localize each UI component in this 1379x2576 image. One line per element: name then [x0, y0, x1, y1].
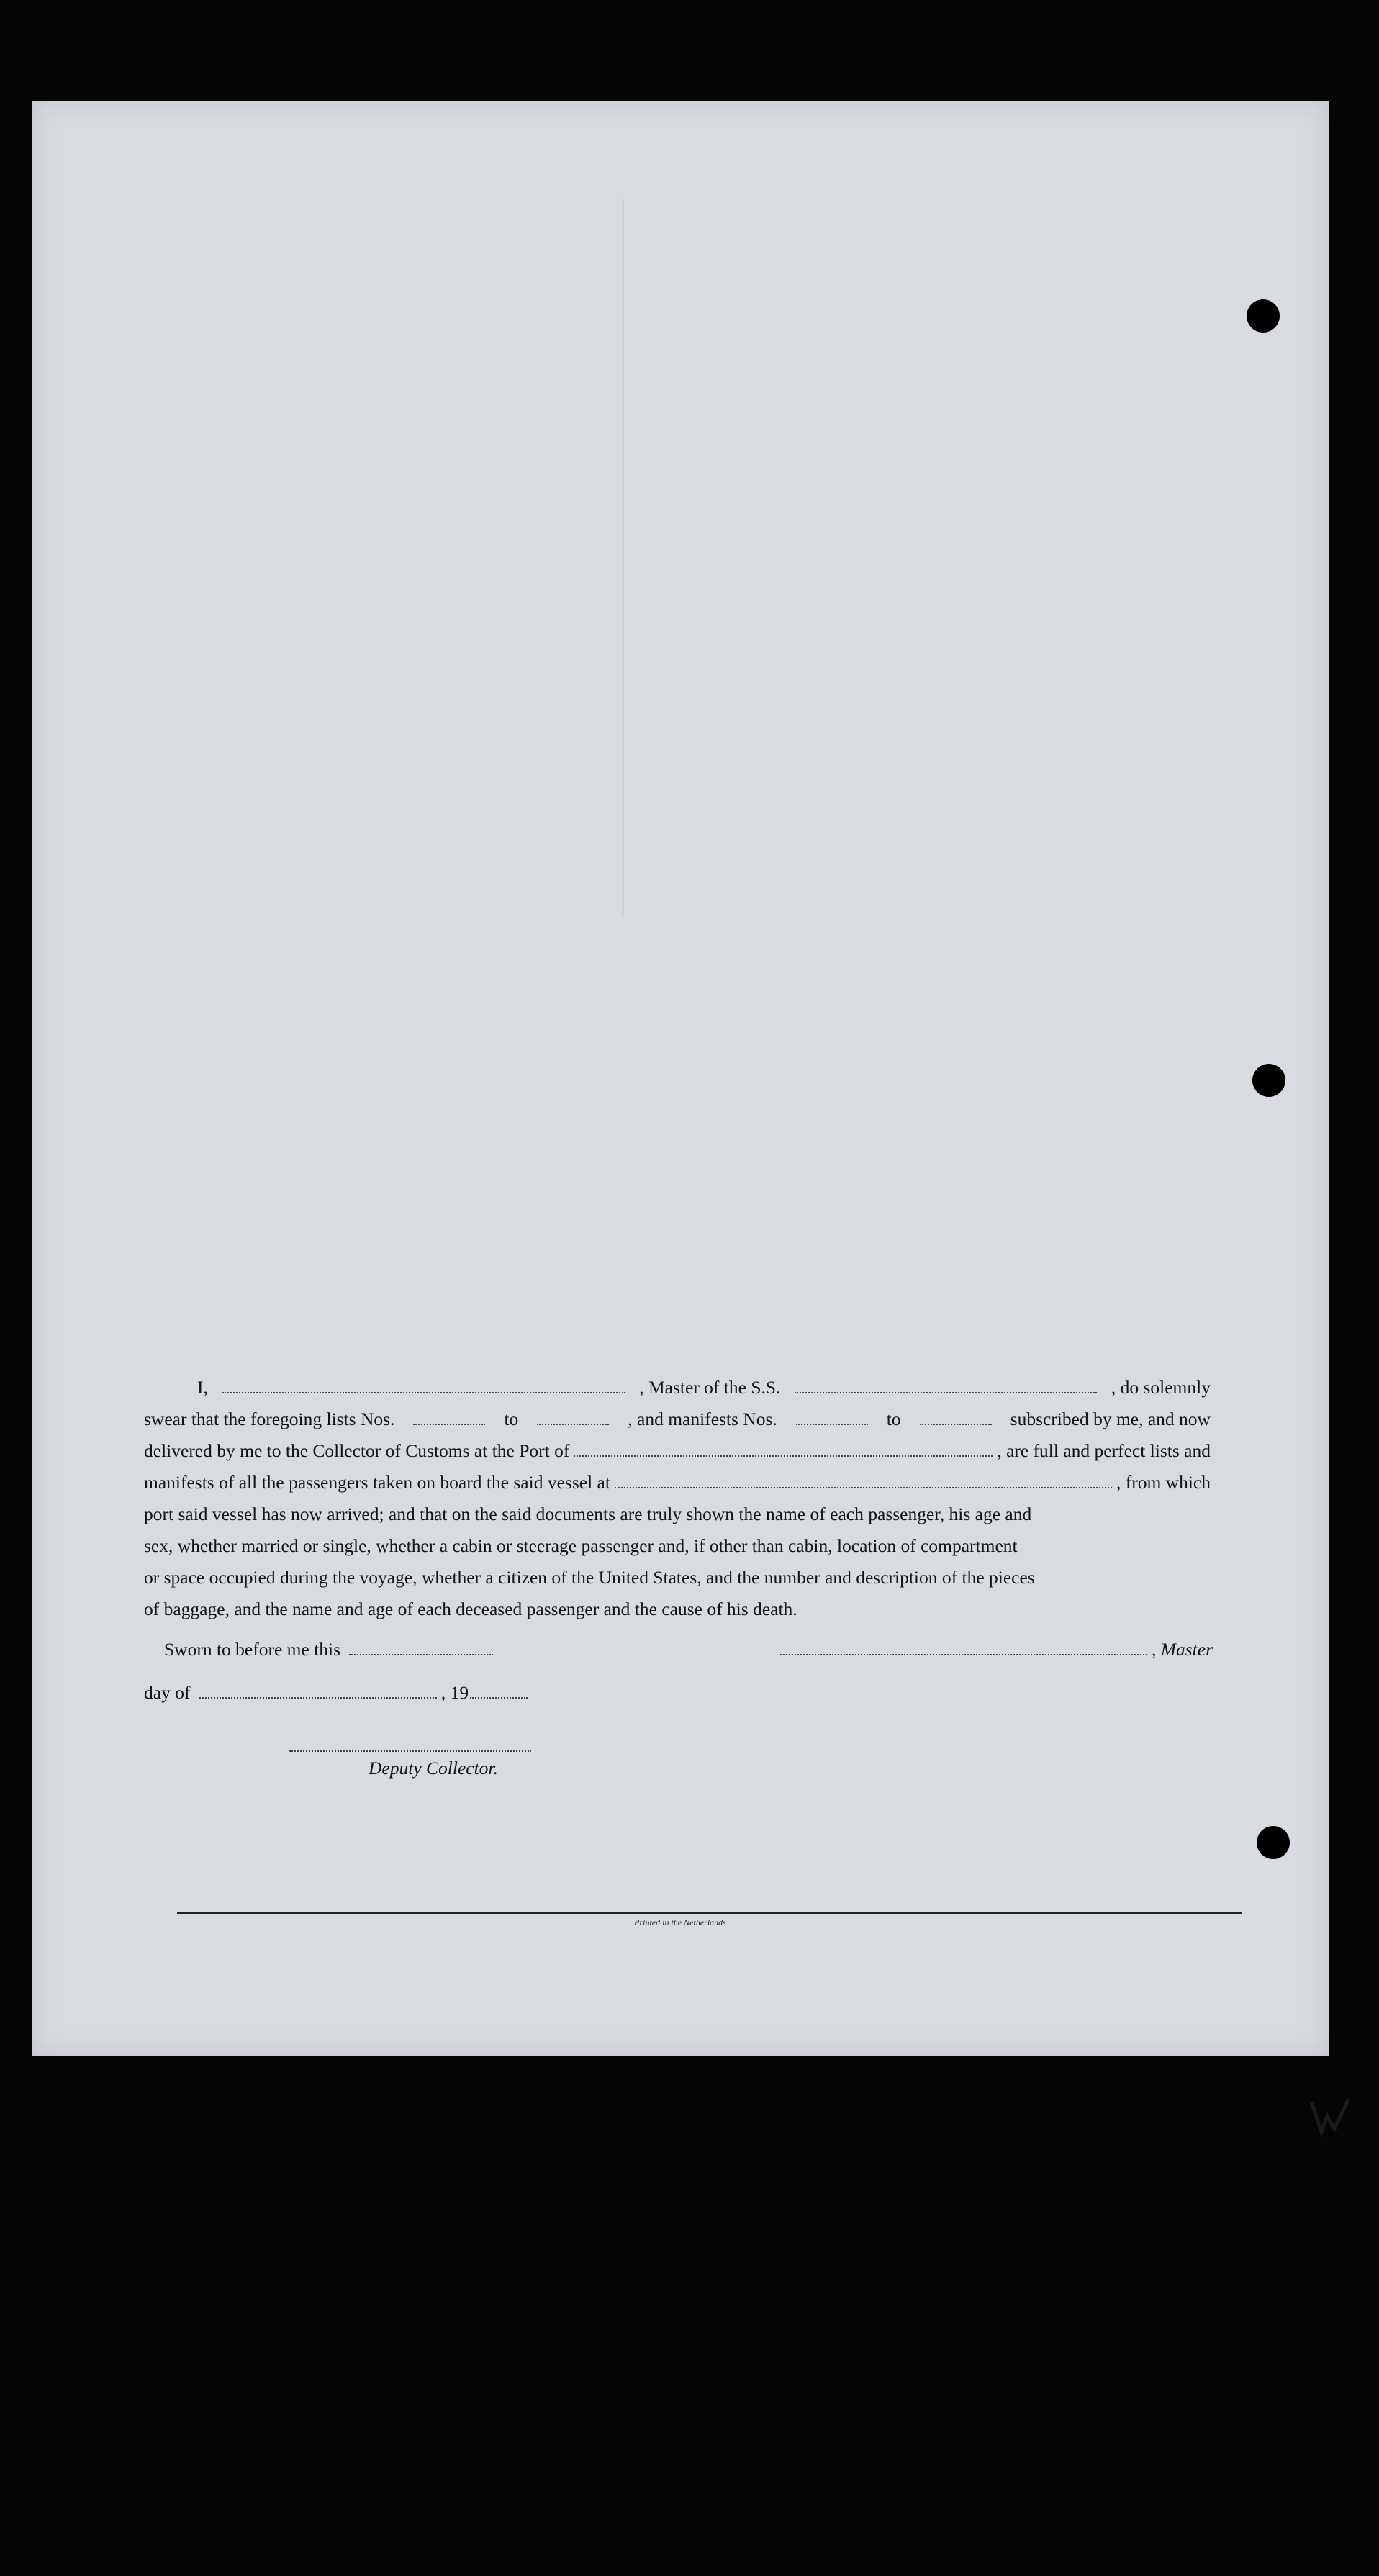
- oath-do-solemnly: , do solemnly: [1111, 1377, 1211, 1398]
- handwritten-check-mark: [1306, 2094, 1356, 2138]
- master-name-field[interactable]: [222, 1376, 625, 1393]
- form-bottom-rule: [177, 1912, 1242, 1914]
- oath-line-6: [144, 1530, 1211, 1562]
- binder-hole-top: [1247, 299, 1280, 333]
- deputy-collector-label: Deputy Collector.: [369, 1758, 498, 1779]
- port-field[interactable]: [574, 1440, 993, 1457]
- day-of-label: day of: [144, 1682, 191, 1703]
- oath-subscribed: subscribed by me, and now: [1010, 1409, 1211, 1429]
- day-of-row: [144, 1681, 532, 1704]
- ship-name-field[interactable]: [795, 1376, 1097, 1393]
- oath-to-1: to: [504, 1409, 519, 1429]
- oath-from-which: , from which: [1116, 1472, 1211, 1493]
- deputy-signature-line: [285, 1735, 535, 1757]
- oath-text-line: of baggage, and the name and age of each deceased passenger and the cause of his death.: [144, 1599, 797, 1619]
- oath-i: I,: [197, 1377, 208, 1398]
- oath-swear: swear that the foregoing lists Nos.: [144, 1409, 395, 1429]
- list-number-to-field[interactable]: [537, 1408, 609, 1425]
- manifest-number-from-field[interactable]: [796, 1408, 868, 1425]
- sworn-before-label: Sworn to before me this: [164, 1639, 341, 1660]
- master-signature-field[interactable]: [780, 1638, 1147, 1655]
- oath-line-5: [144, 1499, 1211, 1530]
- oath-are-full: , are full and perfect lists and: [997, 1440, 1211, 1461]
- printer-note: Printed in the Netherlands: [634, 1917, 726, 1928]
- manifest-number-to-field[interactable]: [920, 1408, 992, 1425]
- master-signature-row: [776, 1638, 1213, 1660]
- oath-to-2: to: [886, 1409, 901, 1429]
- oath-delivered: delivered by me to the Collector of Customs at the Port of: [144, 1440, 570, 1461]
- year-prefix-label: , 19: [440, 1682, 469, 1703]
- oath-line-3: [144, 1435, 1211, 1467]
- oath-line-2: [144, 1404, 1211, 1435]
- master-signature-label: , Master: [1152, 1639, 1213, 1660]
- oath-text-line: or space occupied during the voyage, whether a citizen of the United States, and the number and description of the pieces: [144, 1567, 1035, 1588]
- oath-and-manifests: , and manifests Nos.: [628, 1409, 777, 1429]
- embarkation-port-field[interactable]: [615, 1471, 1112, 1488]
- sworn-day-field[interactable]: [349, 1638, 493, 1655]
- oath-manifests-all: manifests of all the passengers taken on board the said vessel at: [144, 1472, 610, 1493]
- oath-text-line: sex, whether married or single, whether a cabin or steerage passenger and, if other than cabin, location of compartment: [144, 1535, 1018, 1556]
- sworn-year-field[interactable]: [470, 1681, 528, 1699]
- list-number-from-field[interactable]: [413, 1408, 485, 1425]
- oath-master-of-ss: , Master of the S.S.: [639, 1377, 781, 1398]
- binder-hole-bottom: [1257, 1826, 1290, 1859]
- oath-text-line: port said vessel has now arrived; and that on the said documents are truly shown the name of each passenger, his age and: [144, 1504, 1032, 1524]
- binder-hole-middle: [1252, 1064, 1285, 1097]
- bleed-through-text: [248, 166, 1111, 1101]
- oath-line-8: [144, 1594, 1211, 1625]
- sworn-month-field[interactable]: [199, 1681, 437, 1699]
- deputy-collector-signature-field[interactable]: [289, 1735, 531, 1752]
- oath-line-4: [144, 1467, 1211, 1499]
- oath-line-7: [144, 1562, 1211, 1594]
- oath-line-1: [144, 1372, 1211, 1404]
- sworn-before-row: [164, 1638, 497, 1660]
- form-sheet: [32, 101, 1329, 2056]
- oath-paragraph: [144, 1372, 1211, 1625]
